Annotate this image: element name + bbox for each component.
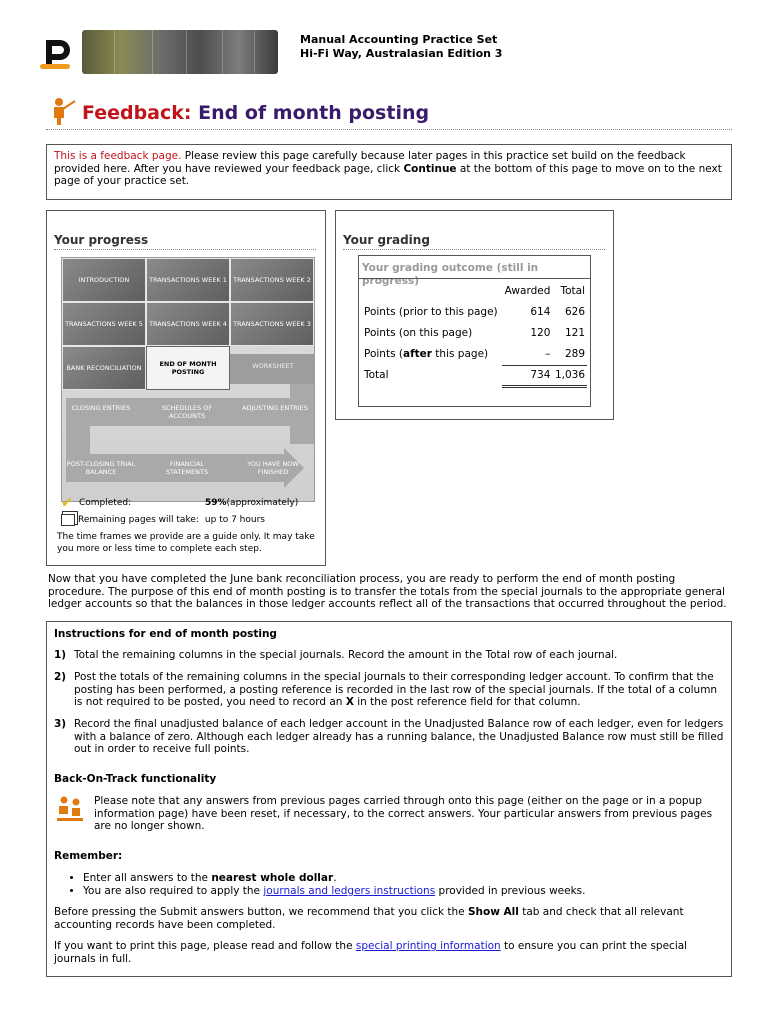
step-number: 2) <box>54 671 67 683</box>
grading-row-awarded: – <box>502 344 553 365</box>
step-transactions-week2: TRANSACTIONS WEEK 2 <box>230 258 314 302</box>
back-on-track-heading: Back-On-Track functionality <box>54 773 217 785</box>
journals-ledgers-instructions-link[interactable]: journals and ledgers instructions <box>263 885 436 897</box>
grading-table <box>362 281 587 388</box>
grading-panel <box>335 210 614 420</box>
step-text-pre: Post the totals of the remaining columns in the special journals to their corresponding ledger account. To confirm that the posting has been performed, a posting reference is recorded in the last row of the special journals. If the total of a column is not required to be posted, you need to record an <box>74 671 718 708</box>
feedback-notice-text1: Please review this page carefully because later pages in this practice set build on the feedback provided here. After you have reviewed your feedback page, click <box>54 150 686 175</box>
remember-1-post: . <box>333 872 337 884</box>
step-schedules-of-accounts: SCHEDULES OF ACCOUNTS <box>161 404 213 420</box>
step-bank-reconciliation: BANK RECONCILIATION <box>62 346 146 390</box>
progress-panel <box>46 210 326 566</box>
pearson-logo-icon <box>38 36 76 72</box>
step-transactions-week3: TRANSACTIONS WEEK 3 <box>230 302 314 346</box>
feedback-notice-text2: at the bottom of this page to move on to the next page of your practice set. <box>54 162 722 187</box>
step-text-bold: X <box>345 696 354 708</box>
special-printing-information-link[interactable]: special printing information <box>355 940 501 952</box>
step-number: 1) <box>54 649 67 661</box>
col-awarded: Awarded <box>504 285 551 298</box>
presenter-icon <box>48 96 78 126</box>
submit-advice <box>54 906 724 931</box>
remember-1-bold: nearest whole dollar <box>211 872 334 884</box>
course-title-line1: Manual Accounting Practice Set <box>300 33 498 46</box>
track-left <box>66 426 90 454</box>
grading-title: Your grading <box>343 233 605 250</box>
remaining-value: up to 7 hours <box>204 514 265 525</box>
remaining-label: Remaining pages will take: <box>78 514 199 525</box>
print-pre: If you want to print this page, please read and follow the <box>54 940 356 952</box>
completed-value: 59% <box>205 498 227 508</box>
step-transactions-week4: TRANSACTIONS WEEK 4 <box>146 302 230 346</box>
grading-row-label <box>362 344 502 365</box>
completed-suffix: (approximately) <box>226 498 299 508</box>
submit-pre: Before pressing the Submit answers button, we recommend that you click the <box>54 906 468 918</box>
pages-icon <box>61 514 75 526</box>
completed-row <box>61 495 298 512</box>
grading-outcome-header: Your grading outcome (still in progress) <box>362 262 539 287</box>
step-closing-entries: CLOSING ENTRIES <box>71 404 131 412</box>
step-post-closing-trial-balance: POST-CLOSING TRIAL BALANCE <box>66 460 136 476</box>
grading-total-row <box>362 365 587 386</box>
page-title <box>82 102 429 125</box>
remember-item <box>83 872 586 885</box>
step-worksheet: WORKSHEET <box>252 362 294 370</box>
print-advice <box>54 940 724 965</box>
remember-2-pre: You are also required to apply the <box>83 885 264 897</box>
remember-1-pre: Enter all answers to the <box>83 872 212 884</box>
step-introduction: INTRODUCTION <box>62 258 146 302</box>
course-title-line2: Hi-Fi Way, Australasian Edition 3 <box>300 47 503 60</box>
back-on-track-text: Please note that any answers from previous pages carried through onto this page (either on the page or in a popup information page) have been reset, if necessary, to the correct answers. Your particular answers from previous pages are no longer shown. <box>94 795 713 832</box>
grading-row-total: 121 <box>564 327 585 340</box>
feedback-notice-continue: Continue <box>403 162 457 175</box>
instruction-step-1 <box>54 649 724 662</box>
remember-list <box>69 872 586 898</box>
step-text <box>74 671 724 709</box>
step-transactions-week5: TRANSACTIONS WEEK 5 <box>62 302 146 346</box>
step-end-of-month-posting: END OF MONTH POSTING <box>146 346 230 390</box>
instruction-step-3 <box>54 718 724 756</box>
course-title <box>300 33 502 61</box>
grading-row-label: Points (on this page) <box>364 327 473 340</box>
feedback-notice <box>46 144 732 200</box>
remember-item <box>83 885 586 898</box>
page-title-prefix: Feedback: <box>82 102 192 124</box>
step-financial-statements: FINANCIAL STATEMENTS <box>165 460 209 476</box>
submit-post: tab and check that all relevant accounting records have been completed. <box>54 906 684 931</box>
step-adjusting-entries: ADJUSTING ENTRIES <box>242 404 308 412</box>
remaining-row <box>61 514 265 526</box>
grading-total-awarded: 734 <box>502 365 553 386</box>
grading-outcome-box <box>358 255 591 407</box>
step-text: Record the final unadjusted balance of each ledger account in the Unadjusted Balance row of each ledger, even for ledgers with a balance of zero. Although each ledger already has a running balance, the Unadjusted Balance row must still be filled out in order to receive full points. <box>74 718 724 755</box>
label-pre: Points ( <box>364 348 403 361</box>
instructions-panel <box>46 621 732 977</box>
grading-row-total: 289 <box>552 344 587 365</box>
page-title-main: End of month posting <box>198 102 430 124</box>
step-number: 3) <box>54 718 67 730</box>
print-post: to ensure you can print the special journals in full. <box>54 940 688 965</box>
grading-separator <box>359 278 590 279</box>
grading-header-row <box>362 281 587 302</box>
grading-row-awarded: 120 <box>530 327 551 340</box>
grading-row-after <box>362 344 587 365</box>
time-frame-note: The time frames we provide are a guide only. It may take you more or less time to complete each step. <box>57 532 315 554</box>
grading-row-label: Points (prior to this page) <box>364 306 498 319</box>
step-text: Total the remaining columns in the special journals. Record the amount in the Total row of each journal. <box>74 649 618 661</box>
label-post: this page) <box>431 348 489 361</box>
checkmark-icon: ✔ <box>61 495 73 511</box>
remember-heading: Remember: <box>54 850 123 862</box>
remember-2-post: provided in previous weeks. <box>435 885 586 897</box>
instructions-heading: Instructions for end of month posting <box>54 628 277 640</box>
label-bold: after <box>402 348 432 361</box>
submit-bold: Show All <box>467 906 519 918</box>
grading-row-total: 626 <box>564 306 585 319</box>
step-transactions-week1: TRANSACTIONS WEEK 1 <box>146 258 230 302</box>
grading-row-on-page <box>362 323 587 344</box>
progress-title: Your progress <box>54 233 316 250</box>
feedback-notice-red: This is a feedback page. <box>54 150 182 162</box>
step-text-post: in the post reference field for that column. <box>353 696 581 708</box>
completed-label: Completed: <box>79 498 132 508</box>
col-total: Total <box>560 285 585 298</box>
grading-total-label: Total <box>364 369 389 382</box>
grading-total-total: 1,036 <box>552 365 587 386</box>
back-on-track-icon <box>55 794 85 824</box>
intro-paragraph: Now that you have completed the June bank reconciliation process, you are ready to perform the end of month posting procedure. The purpose of this end of month posting is to transfer the totals from the special journals to the appropriate general ledger accounts so that the balances in those ledger accounts reflect all of the transactions that occurred throughout the period. <box>48 573 727 610</box>
grading-row-prior <box>362 302 587 323</box>
puzzle-banner-image <box>82 30 278 74</box>
instruction-step-2 <box>54 671 724 709</box>
grading-row-awarded: 614 <box>530 306 551 319</box>
step-you-have-now-finished: YOU HAVE NOW FINISHED <box>247 460 299 476</box>
page-title-row <box>46 94 732 130</box>
progress-puzzle-map <box>61 257 315 502</box>
